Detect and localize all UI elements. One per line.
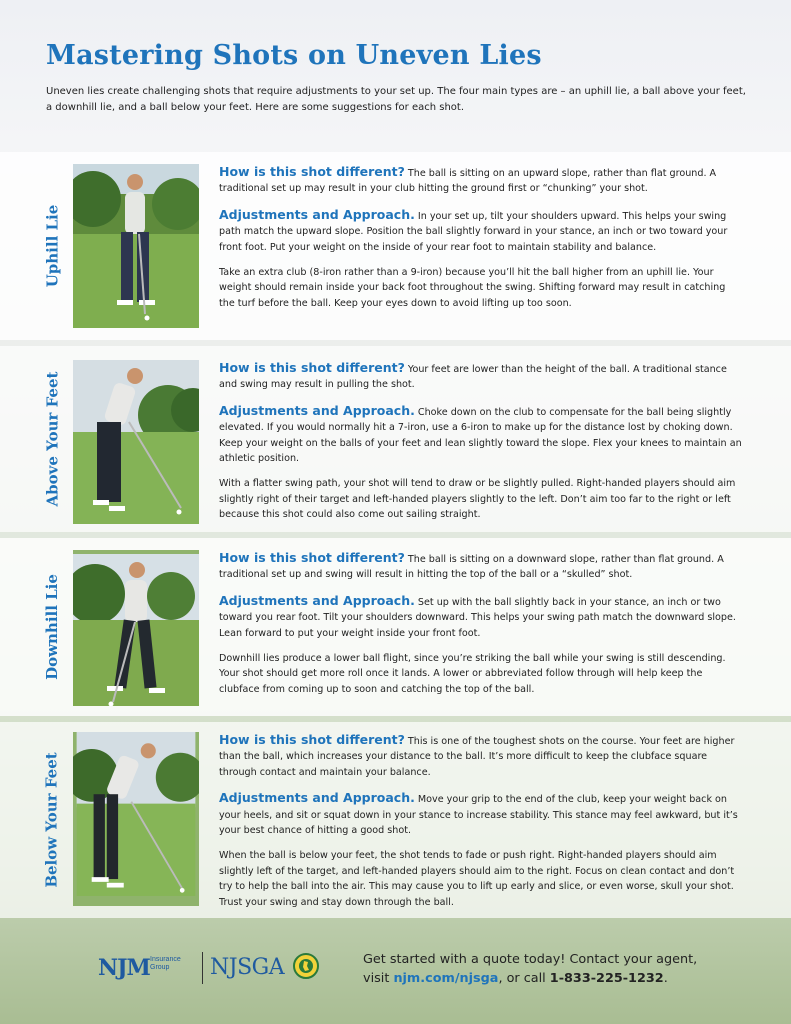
njsga-logo: NJSGA (210, 955, 285, 980)
body-difference: Your feet are lower than the height of the ball. A traditional stance and swing may result in pulling the shot. (219, 364, 727, 391)
section-below-your-feet (0, 722, 791, 918)
paragraph-adjustments (219, 403, 743, 467)
section-above-your-feet (0, 346, 791, 532)
paragraph-difference (219, 164, 743, 197)
lead-adjustments: Adjustments and Approach. (219, 402, 415, 418)
njm-logo-subtitle (150, 956, 181, 972)
lead-difference: How is this shot different? (219, 360, 405, 375)
section-text (219, 360, 743, 533)
golfer-photo-uphill-graphic (73, 164, 199, 328)
body-tips: Downhill lies produce a lower ball flight, since you’re striking the ball while your swing is still descending. Your shot should get more roll once it lands. A lower or abbreviated follow through will help keep the clubface from coming up to soon and catching the top of the ball. (219, 653, 726, 695)
body-tips: With a flatter swing path, your shot will tend to draw or be slightly pulled. Right-handed players should aim slightly right of their target and left-handed players slightly to the left. Don’t aim too far to the right or left because this shot could also come out sailing straight. (219, 478, 736, 521)
section-downhill-lie (0, 538, 791, 716)
body-tips: Take an extra club (8-iron rather than a 9-iron) because you’ll hit the ball higher from an uphill lie. Your weight should remain inside your back foot throughout the swing. Shifting forward may result in catching the turf before the ball. Keep your eyes down to avoid lifting up too soon. (219, 267, 726, 309)
njm-logo: NJM (98, 955, 150, 981)
cta-line2 (363, 969, 743, 988)
body-adjustments: Move your grip to the end of the club, keep your weight back on your heels, and sit or squat down in your stance to increase stability. This stance may feel awkward, but it’s your best chance of hitting a good shot. (219, 794, 738, 837)
section-label-text: Downhill Lie (43, 574, 61, 680)
cta-line1: Get started with a quote today! Contact your agent, (363, 952, 698, 967)
golfer-photo-downhill (73, 550, 199, 706)
section-uphill-lie (0, 152, 791, 340)
section-label-text: Below Your Feet (43, 752, 62, 888)
website-link[interactable]: njm.com/njsga (393, 971, 499, 986)
paragraph-adjustments (219, 207, 743, 255)
intro-text: Uneven lies create challenging shots that require adjustments to your set up. The four main types are – an uphill lie, a ball above your feet, a downhill lie, and a ball below your feet. Here are some suggestions for each shot. (46, 86, 746, 113)
logo-divider (202, 952, 203, 984)
phone-number[interactable]: 1-833-225-1232 (549, 971, 664, 986)
golfer-photo-below (73, 732, 199, 906)
lead-adjustments: Adjustments and Approach. (219, 592, 415, 608)
paragraph-tips (219, 651, 743, 697)
call-to-action (363, 950, 743, 988)
body-adjustments: In your set up, tilt your shoulders upward. This helps your swing path match the upward slope. Position the ball slightly forward in your stance, an inch or two toward your front foot. Put your weight on the inside of your rear foot to maintain stability and balance. (219, 210, 728, 253)
page-title: Mastering Shots on Uneven Lies (46, 40, 542, 71)
body-tips: When the ball is below your feet, the shot tends to fade or push right. Right-handed players should aim slightly left of the target, and left-handed players should aim to the right. Focus on clean contact and don’t try to help the ball into the air. This may cause you to lift up early and slice, or even worse, skull your shot. Trust your swing and stay down through the ball. (219, 850, 735, 908)
paragraph-adjustments (219, 790, 743, 838)
golfer-photo-below-graphic (73, 732, 199, 896)
njm-logo-subtitle-line1: Insurance (150, 956, 181, 963)
paragraph-tips (219, 476, 743, 522)
lead-difference: How is this shot different? (219, 550, 405, 565)
lead-difference: How is this shot different? (219, 164, 405, 179)
lead-adjustments: Adjustments and Approach. (219, 206, 415, 222)
body-adjustments: Set up with the ball slightly back in your stance, an inch or two toward you rear foot. Tilt your shoulders downward. This helps your swing path match the downward slope. Lean forward to put your weight inside your front foot. (219, 596, 736, 639)
body-difference: The ball is sitting on an upward slope, rather than flat ground. A traditional set up may result in your club hitting the ground first or “chunking” your shot. (219, 168, 717, 195)
section-label (26, 152, 78, 340)
body-difference: This is one of the toughest shots on the course. Your feet are higher than the ball, which increases your distance to the ball. It’s more difficult to keep the clubface square through contact and maintain your balance. (219, 736, 735, 778)
lead-adjustments: Adjustments and Approach. (219, 790, 415, 806)
section-label (26, 346, 78, 532)
golfer-photo-uphill (73, 164, 199, 328)
golfer-photo-above-graphic (73, 360, 199, 524)
section-text (219, 164, 743, 321)
paragraph-tips (219, 848, 743, 910)
paragraph-difference (219, 732, 743, 780)
section-label-text: Above Your Feet (43, 371, 61, 507)
cta-mid: , or call (498, 971, 550, 986)
section-label (26, 538, 78, 716)
section-text (219, 732, 743, 920)
cta-end: . (663, 971, 668, 986)
lead-difference: How is this shot different? (219, 732, 405, 747)
header (0, 0, 791, 152)
paragraph-tips (219, 265, 743, 311)
section-label-text: Uphill Lie (43, 204, 61, 288)
section-label (26, 722, 78, 918)
njm-logo-subtitle-line2: Group (150, 964, 170, 971)
cta-prefix: visit (363, 971, 394, 986)
body-difference: The ball is sitting on a downward slope, rather than flat ground. A traditional set up and swing will result in hitting the top of the ball or a “skulled” shot. (219, 554, 724, 581)
paragraph-difference (219, 550, 743, 583)
paragraph-adjustments (219, 593, 743, 641)
njsga-seal-icon (293, 953, 319, 979)
golfer-photo-above (73, 360, 199, 524)
paragraph-difference (219, 360, 743, 393)
body-adjustments: Choke down on the club to compensate for the ball being slightly elevated. If you would normally hit a 7-iron, use a 6-iron to make up for the distance lost by choking down. Keep your weight on the balls of your feet and lean slightly toward the slope. Flex your knees to maintain an athletic position. (219, 406, 742, 465)
section-text (219, 550, 743, 707)
golfer-photo-downhill-graphic (73, 550, 199, 706)
